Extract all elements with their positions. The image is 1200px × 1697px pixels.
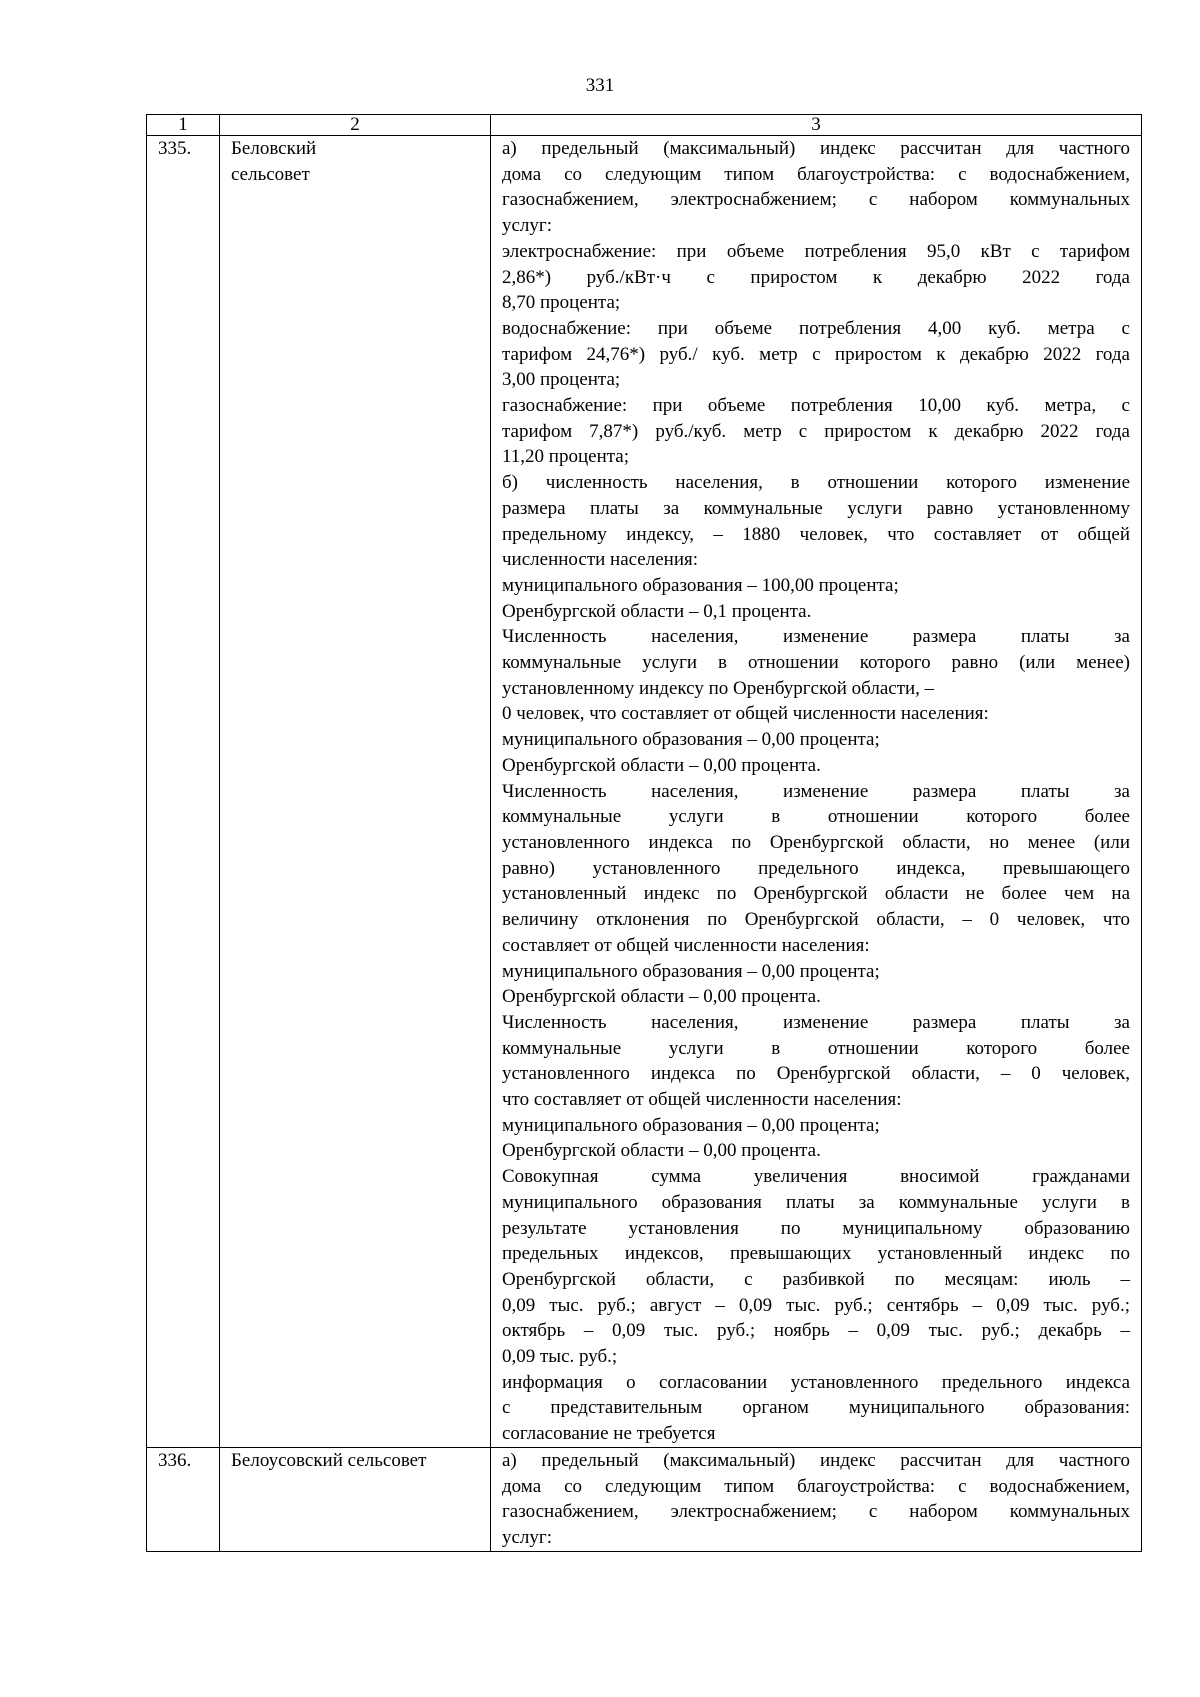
text-line: коммунальные услуги в отношении которого равно (или менее) bbox=[502, 652, 1130, 674]
text-line: информация о согласовании установленного предельного индекса bbox=[502, 1371, 1130, 1393]
text-line: муниципального образования – 100,00 процента; bbox=[502, 574, 899, 596]
text-line: газоснабжение: при объеме потребления 10,00 куб. метра, с bbox=[502, 395, 1130, 417]
text-line: 0,09 тыс. руб.; bbox=[502, 1346, 618, 1368]
text-line: а) предельный (максимальный) индекс рассчитан для частного bbox=[502, 1449, 1130, 1471]
table-row bbox=[147, 136, 1142, 1448]
text-line: коммунальные услуги в отношении которого более bbox=[502, 1037, 1130, 1059]
text-line: установленный индекс по Оренбургской области не более чем на bbox=[502, 883, 1130, 905]
text-line: численности населения: bbox=[502, 549, 699, 571]
text-line: Численность населения, изменение размера платы за bbox=[502, 1011, 1130, 1033]
text-line: составляет от общей численности населения: bbox=[502, 934, 870, 956]
text-line: тарифом 24,76*) руб./ куб. метр с приростом к декабрю 2022 года bbox=[502, 343, 1130, 365]
text-line: 11,20 процента; bbox=[502, 446, 629, 468]
text-line: муниципального образования – 0,00 процента; bbox=[502, 960, 880, 982]
settlement-name-line: сельсовет bbox=[231, 163, 310, 185]
text-line: 2,86*) руб./кВт·ч с приростом к декабрю 2022 года bbox=[502, 266, 1130, 288]
text-line: Оренбургской области, с разбивкой по месяцам: июль – bbox=[502, 1268, 1130, 1290]
municipal-index-table bbox=[146, 114, 1142, 1552]
text-line: октябрь – 0,09 тыс. руб.; ноябрь – 0,09 тыс. руб.; декабрь – bbox=[502, 1320, 1130, 1342]
text-line: 0 человек, что составляет от общей численности населения: bbox=[502, 703, 989, 725]
text-line: 8,70 процента; bbox=[502, 292, 621, 314]
text-line: газоснабжением, электроснабжением; с набором коммунальных bbox=[502, 1501, 1130, 1523]
index-description bbox=[491, 1448, 1141, 1551]
index-description bbox=[491, 136, 1141, 1447]
text-line: согласование не требуется bbox=[502, 1423, 716, 1445]
text-line: Совокупная сумма увеличения вносимой гражданами bbox=[502, 1166, 1130, 1188]
column-header-3: 3 bbox=[491, 115, 1142, 136]
text-line: предельных индексов, превышающих установленный индекс по bbox=[502, 1243, 1130, 1265]
text-line: Численность населения, изменение размера платы за bbox=[502, 780, 1130, 802]
row-number: 336. bbox=[158, 1449, 192, 1471]
text-line: б) численность населения, в отношении которого изменение bbox=[502, 472, 1130, 494]
text-line: электроснабжение: при объеме потребления 95,0 кВт с тарифом bbox=[502, 240, 1130, 262]
text-line: установленного индекса по Оренбургской области, но менее (или bbox=[502, 831, 1130, 853]
text-line: а) предельный (максимальный) индекс рассчитан для частного bbox=[502, 138, 1130, 159]
text-line: дома со следующим типом благоустройства: с водоснабжением, bbox=[502, 1475, 1130, 1497]
text-line: величину отклонения по Оренбургской области, – 0 человек, что bbox=[502, 909, 1130, 931]
table-row bbox=[147, 1447, 1142, 1551]
text-line: услуг: bbox=[502, 215, 552, 237]
text-line: муниципального образования платы за коммунальные услуги в bbox=[502, 1191, 1130, 1213]
text-line: Оренбургской области – 0,1 процента. bbox=[502, 600, 812, 622]
text-line: 0,09 тыс. руб.; август – 0,09 тыс. руб.; сентябрь – 0,09 тыс. руб.; bbox=[502, 1294, 1130, 1316]
text-line: тарифом 7,87*) руб./куб. метр с приростом к декабрю 2022 года bbox=[502, 420, 1130, 442]
text-line: газоснабжением, электроснабжением; с набором коммунальных bbox=[502, 189, 1130, 211]
text-line: установленного индекса по Оренбургской области, – 0 человек, bbox=[502, 1063, 1130, 1085]
text-line: муниципального образования – 0,00 процента; bbox=[502, 729, 880, 751]
text-line: предельному индексу, – 1880 человек, что составляет от общей bbox=[502, 523, 1130, 545]
text-line: Оренбургской области – 0,00 процента. bbox=[502, 986, 821, 1008]
text-line: что составляет от общей численности населения: bbox=[502, 1089, 902, 1111]
text-line: размера платы за коммунальные услуги равно установленному bbox=[502, 497, 1130, 519]
settlement-name-line: Белоусовский сельсовет bbox=[231, 1449, 427, 1471]
text-line: равно) установленного предельного индекса, превышающего bbox=[502, 857, 1130, 879]
table-header-row bbox=[147, 115, 1142, 136]
column-header-2: 2 bbox=[220, 115, 491, 136]
text-line: 3,00 процента; bbox=[502, 369, 621, 391]
text-line: коммунальные услуги в отношении которого более bbox=[502, 806, 1130, 828]
text-line: с представительным органом муниципального образования: bbox=[502, 1397, 1130, 1419]
text-line: результате установления по муниципальному образованию bbox=[502, 1217, 1130, 1239]
text-line: установленному индексу по Оренбургской области, – bbox=[502, 677, 935, 699]
column-header-1: 1 bbox=[147, 115, 220, 136]
text-line: дома со следующим типом благоустройства: с водоснабжением, bbox=[502, 163, 1130, 185]
text-line: муниципального образования – 0,00 процента; bbox=[502, 1114, 880, 1136]
text-line: водоснабжение: при объеме потребления 4,00 куб. метра с bbox=[502, 317, 1130, 339]
settlement-name bbox=[220, 1448, 490, 1474]
settlement-name-line: Беловский bbox=[231, 138, 317, 159]
page-number: 331 bbox=[585, 75, 615, 96]
text-line: Численность населения, изменение размера платы за bbox=[502, 626, 1130, 648]
text-line: Оренбургской области – 0,00 процента. bbox=[502, 754, 821, 776]
settlement-name bbox=[220, 136, 490, 187]
row-number: 335. bbox=[158, 138, 192, 159]
text-line: услуг: bbox=[502, 1526, 552, 1548]
text-line: Оренбургской области – 0,00 процента. bbox=[502, 1140, 821, 1162]
